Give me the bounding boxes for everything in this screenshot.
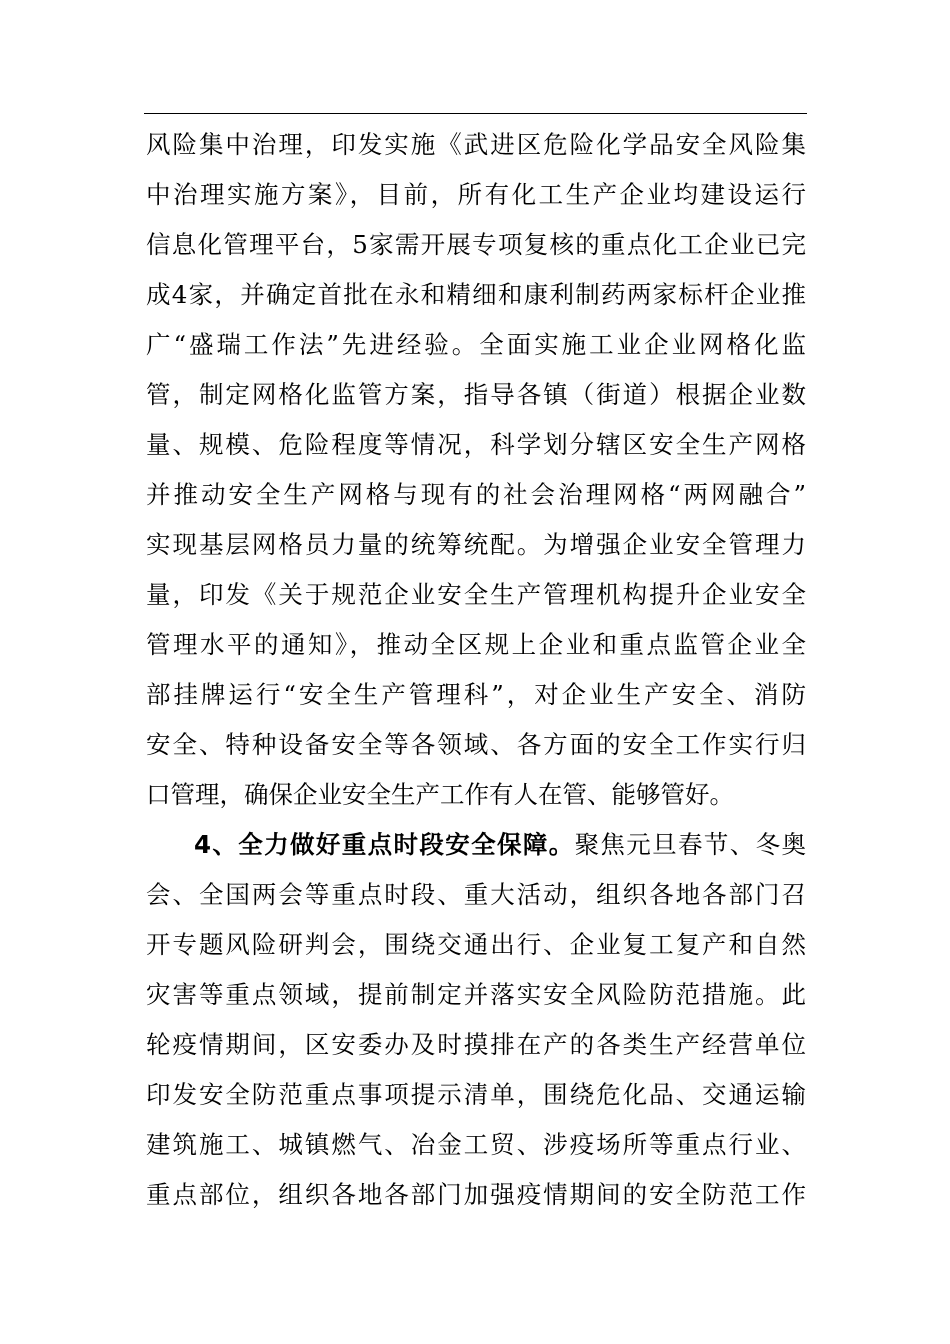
- paragraph-line: 管理水平的通知》，推动全区规上企业和重点监管企业全: [146, 630, 806, 659]
- paragraph-line: 灾害等重点领域，提前制定并落实安全风险防范措施。此: [146, 980, 806, 1009]
- paragraph-line: 管，制定网格化监管方案，指导各镇（街道）根据企业数: [146, 380, 806, 409]
- paragraph-line: 轮疫情期间，区安委办及时摸排在产的各类生产经营单位: [146, 1030, 806, 1059]
- paragraph-line: 成4家，并确定首批在永和精细和康利制药两家标杆企业推: [146, 280, 806, 309]
- paragraph-text: 聚焦元旦春节、冬奥: [574, 830, 807, 859]
- paragraph-first-line: [146, 820, 806, 870]
- section-heading: 4、全力做好重点时段安全保障。: [194, 830, 575, 859]
- paragraph-line: 安全、特种设备安全等各领域、各方面的安全工作实行归: [146, 730, 806, 759]
- paragraph-line: 部挂牌运行“安全生产管理科”，对企业生产安全、消防: [146, 680, 806, 709]
- paragraph-line: 量，印发《关于规范企业安全生产管理机构提升企业安全: [146, 580, 806, 609]
- paragraph-1: [146, 120, 806, 820]
- paragraph-line: 实现基层网格员力量的统筹统配。为增强企业安全管理力: [146, 530, 806, 559]
- paragraph-line: 广“盛瑞工作法”先进经验。全面实施工业企业网格化监: [146, 330, 806, 359]
- paragraph-line: 会、全国两会等重点时段、重大活动，组织各地各部门召: [146, 880, 806, 909]
- header-rule: [144, 113, 807, 114]
- paragraph-line: 口管理，确保企业安全生产工作有人在管、能够管好。: [146, 780, 734, 809]
- paragraph-line: 信息化管理平台，5家需开展专项复核的重点化工企业已完: [146, 230, 806, 259]
- paragraph-2: [146, 820, 806, 1220]
- paragraph-line: 并推动安全生产网格与现有的社会治理网格“两网融合”: [146, 480, 806, 509]
- paragraph-line: 量、规模、危险程度等情况，科学划分辖区安全生产网格: [146, 430, 806, 459]
- paragraph-line: 重点部位，组织各地各部门加强疫情期间的安全防范工作: [146, 1180, 806, 1209]
- paragraph-line: 中治理实施方案》，目前，所有化工生产企业均建设运行: [146, 180, 806, 209]
- paragraph-line: 建筑施工、城镇燃气、冶金工贸、涉疫场所等重点行业、: [146, 1130, 806, 1159]
- paragraph-line: 风险集中治理，印发实施《武进区危险化学品安全风险集: [146, 130, 806, 159]
- paragraph-line: 开专题风险研判会，围绕交通出行、企业复工复产和自然: [146, 930, 806, 959]
- document-body: [146, 120, 806, 1220]
- paragraph-line: 印发安全防范重点事项提示清单，围绕危化品、交通运输: [146, 1080, 806, 1109]
